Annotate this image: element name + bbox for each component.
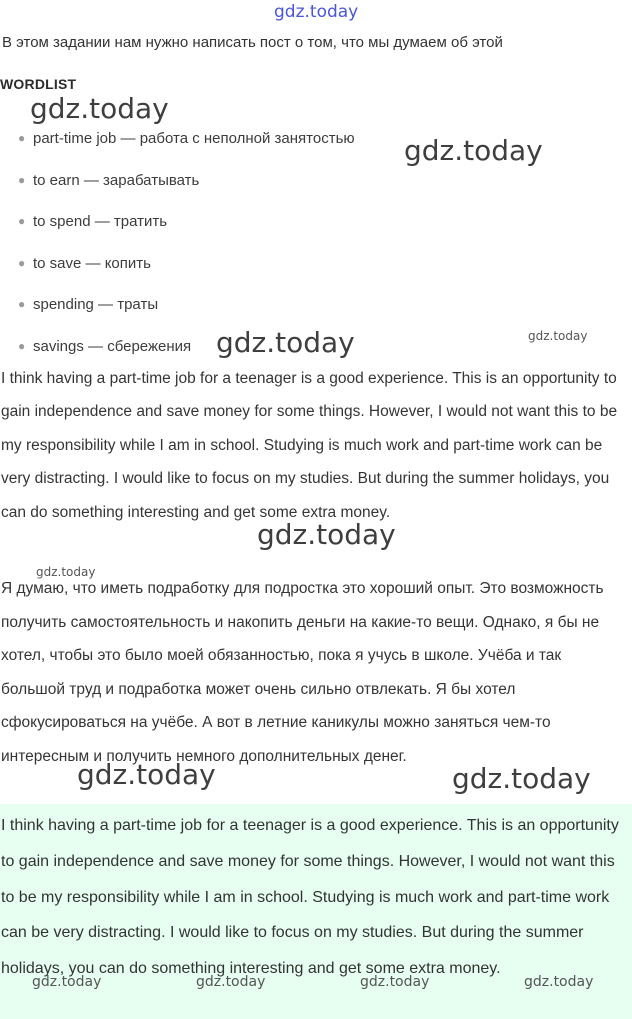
wordlist-item-text: part-time job — работа с неполной занятостью [33, 130, 355, 147]
list-item [0, 284, 632, 326]
watermark: gdz.today [360, 974, 430, 990]
highlighted-answer-text: I think having a part-time job for a teenager is a good experience. This is an opportunity to gain independence and save money for some things. However, I would not want this to be my responsibility while I am in school. Studying is much work and part-time work can be very distracting. I would like to focus on my studies. But during the summer holidays, you can do something interesting and get some extra money. [1, 817, 619, 978]
bullet-icon: ● [18, 255, 26, 270]
watermark: gdz.today [36, 565, 96, 579]
watermark: gdz.today [452, 762, 591, 795]
paragraph-english: I think having a part-time job for a teenager is a good experience. This is an opportunity to gain independence and save money for some things. However, I would not want this to be my responsibility while I am in school. Studying is much work and part-time work can be very distracting. I would like to focus on my studies. But during the summer holidays, you can do something interesting and get some extra money. [1, 370, 618, 521]
wordlist-item-text: to save — копить [33, 254, 151, 272]
bullet-icon: ● [18, 131, 26, 145]
list-item [0, 243, 632, 285]
watermark: gdz.today [524, 974, 594, 990]
wordlist-item-text: spending — траты [33, 296, 159, 314]
bullet-icon: ● [18, 338, 26, 353]
wordlist-item-text: to earn — зарабатывать [33, 171, 200, 189]
watermark: gdz.today [257, 518, 396, 551]
intro-text: В этом задании нам нужно написать пост о том, что мы думаем об этой [2, 34, 503, 51]
watermark: gdz.today [216, 326, 355, 359]
list-item [0, 201, 632, 243]
watermark-top-logo: gdz.today [274, 2, 359, 22]
bullet-icon: ● [18, 297, 26, 312]
watermark: gdz.today [404, 134, 543, 167]
watermark: gdz.today [32, 974, 102, 990]
watermark: gdz.today [77, 758, 216, 791]
wordlist-item-text: savings — сбережения [33, 337, 192, 355]
wordlist-heading: WORDLIST [0, 76, 77, 92]
watermark: gdz.today [30, 92, 169, 125]
bullet-icon: ● [18, 214, 26, 229]
watermark: gdz.today [528, 329, 588, 343]
wordlist-item-text: to spend — тратить [33, 213, 168, 231]
paragraph-russian: Я думаю, что иметь подработку для подростка это хороший опыт. Это возможность получить самостоятельность и накопить деньги на какие-то вещи. Однако, я бы не хотел, чтобы это было моей обязанностью, пока я учусь в школе. Учёба и так большой труд и подработка может очень сильно отвлекать. Я бы хотел сфокусироваться на учёбе. А вот в летние каникулы можно заняться чем-то интересным и получить немного дополнительных денег. [1, 580, 604, 765]
watermark: gdz.today [196, 974, 266, 990]
bullet-icon: ● [18, 172, 26, 187]
